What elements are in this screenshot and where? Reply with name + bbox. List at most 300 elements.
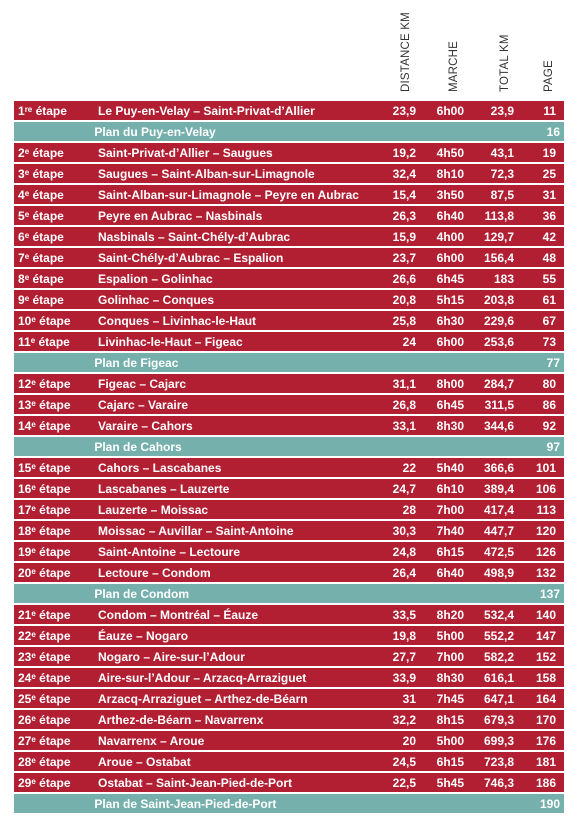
stage-row (14, 227, 564, 246)
stage-page: 113 (536, 502, 556, 517)
stage-total-km: 472,5 (483, 544, 514, 559)
stage-page: 164 (535, 691, 556, 706)
stage-ordinal-suffix: e (31, 776, 36, 786)
stage-label (14, 545, 98, 559)
stage-walk-time: 5h00 (436, 733, 464, 748)
stage-row (14, 101, 564, 120)
stage-distance: 24 (402, 334, 416, 349)
stage-row (14, 731, 564, 750)
stage-number: 21 (18, 607, 32, 622)
stage-label (14, 734, 98, 748)
stage-ordinal-suffix: e (31, 461, 36, 471)
stage-label (14, 629, 98, 643)
stage-ordinal-suffix: e (24, 188, 30, 198)
stage-distance: 20 (402, 733, 416, 748)
stage-number: 11 (18, 334, 31, 349)
stage-word: étape (29, 250, 64, 265)
stage-distance: 31 (402, 691, 416, 706)
stage-label (14, 713, 98, 727)
stage-distance: 33,5 (392, 607, 416, 622)
stage-number: 6 (18, 229, 25, 244)
stage-ordinal-suffix: e (31, 524, 36, 534)
stage-route: Varaire – Cahors (98, 418, 193, 433)
stage-word: étape (35, 523, 71, 538)
stage-number: 15 (18, 460, 32, 475)
stage-label (14, 230, 98, 244)
stage-total-km: 552,2 (483, 628, 514, 643)
header-marche-label: MARCHE (448, 40, 460, 92)
stage-route: Aire-sur-l’Adour – Arzacq-Arraziguet (98, 670, 307, 685)
stage-total-km: 23,9 (490, 103, 514, 118)
stage-total-km: 156,4 (483, 250, 514, 265)
stage-word: étape (35, 649, 71, 664)
plan-row (14, 437, 564, 456)
stage-distance: 26,3 (392, 208, 416, 223)
stage-number: 3 (18, 166, 25, 181)
stage-distance: 30,3 (392, 523, 416, 538)
stage-distance: 31,1 (392, 376, 416, 391)
stage-walk-time: 6h40 (436, 208, 464, 223)
stage-page: 42 (542, 229, 556, 244)
stage-row (14, 185, 564, 204)
stage-row (14, 773, 564, 792)
stage-page: 25 (542, 166, 556, 181)
stage-word: étape (29, 187, 64, 202)
stage-page: 181 (535, 754, 556, 769)
stage-walk-time: 6h15 (436, 754, 464, 769)
stage-walk-time: 5h40 (436, 460, 464, 475)
stage-label (14, 167, 98, 181)
stage-distance: 24,7 (392, 481, 416, 496)
stage-route: Golinhac – Conques (98, 292, 215, 307)
stage-label (14, 566, 98, 580)
stage-ordinal-suffix: e (24, 146, 30, 156)
stage-word: étape (29, 208, 64, 223)
stage-row (14, 521, 564, 540)
stage-number: 9 (18, 292, 25, 307)
stage-ordinal-suffix: e (31, 398, 36, 408)
stage-word: étape (35, 607, 71, 622)
stage-word: étape (29, 166, 64, 181)
stage-word: étape (35, 376, 71, 391)
plan-row (14, 122, 564, 141)
header-total (497, 2, 511, 92)
stage-page: 158 (535, 670, 556, 685)
stage-total-km: 311,5 (484, 397, 514, 412)
header-distance (398, 2, 412, 92)
stage-distance: 20,8 (392, 292, 416, 307)
stage-number: 7 (18, 250, 25, 265)
stage-row (14, 164, 564, 183)
stage-total-km: 113,8 (484, 208, 514, 223)
stage-total-km: 129,7 (483, 229, 514, 244)
stage-ordinal-suffix: e (24, 293, 30, 303)
stage-walk-time: 6h40 (436, 565, 464, 580)
column-headers (0, 0, 580, 100)
stage-ordinal-suffix: e (31, 671, 36, 681)
header-page-label: PAGE (543, 60, 555, 92)
stage-walk-time: 6h45 (436, 271, 464, 286)
stage-route: Moissac – Auvillar – Saint-Antoine (98, 523, 294, 538)
stage-ordinal-suffix: e (31, 713, 36, 723)
stage-distance: 19,2 (392, 145, 416, 160)
plan-page: 190 (539, 796, 560, 811)
stage-walk-time: 8h30 (436, 670, 464, 685)
stage-page: 80 (542, 376, 556, 391)
stage-word: étape (35, 712, 71, 727)
stage-word: étape (35, 670, 71, 685)
stage-route: Peyre en Aubrac – Nasbinals (98, 208, 263, 223)
stage-route: Nasbinals – Saint-Chély-d’Aubrac (98, 229, 291, 244)
stage-ordinal-suffix: e (24, 272, 30, 282)
stages-table (14, 101, 564, 815)
stage-total-km: 72,3 (490, 166, 514, 181)
stage-label (14, 146, 98, 160)
header-marche (446, 2, 460, 92)
stage-total-km: 417,4 (483, 502, 514, 517)
stage-route: Saint-Chély-d’Aubrac – Espalion (98, 250, 284, 265)
stage-distance: 24,8 (392, 544, 416, 559)
stage-label (14, 692, 98, 706)
stage-page: 11 (543, 103, 556, 118)
stage-label (14, 104, 98, 118)
stage-ordinal-suffix: e (31, 608, 36, 618)
stage-route: Cajarc – Varaire (98, 397, 189, 412)
stage-page: 152 (535, 649, 556, 664)
plan-page: 137 (539, 586, 560, 601)
stage-route: Arthez-de-Béarn – Navarrenx (98, 712, 264, 727)
stage-number: 23 (18, 649, 32, 664)
stage-word: étape (29, 271, 64, 286)
stage-row (14, 458, 564, 477)
stage-ordinal-suffix: e (31, 545, 36, 555)
stage-label (14, 272, 98, 286)
stage-walk-time: 6h00 (436, 103, 464, 118)
stage-total-km: 679,3 (483, 712, 514, 727)
stage-word: étape (35, 754, 71, 769)
stage-route: Conques – Livinhac-le-Haut (98, 313, 257, 328)
stage-label (14, 671, 98, 685)
stage-word: étape (35, 334, 70, 349)
stage-row (14, 710, 564, 729)
stage-ordinal-suffix: e (31, 650, 36, 660)
stage-number: 8 (18, 271, 25, 286)
stage-number: 17 (18, 502, 32, 517)
stage-walk-time: 6h10 (436, 481, 464, 496)
stage-number: 5 (18, 208, 25, 223)
stage-route: Saugues – Saint-Alban-sur-Limagnole (98, 166, 315, 181)
stage-route: Saint-Privat-d’Allier – Saugues (98, 145, 273, 160)
stage-ordinal-suffix: e (31, 482, 36, 492)
stage-row (14, 752, 564, 771)
stage-route: Aroue – Ostabat (98, 754, 191, 769)
stage-route: Espalion – Golinhac (98, 271, 213, 286)
stage-distance: 28 (402, 502, 416, 517)
stage-route: Nogaro – Aire-sur-l’Adour (98, 649, 245, 664)
stage-row (14, 416, 564, 435)
stage-walk-time: 6h00 (436, 334, 464, 349)
stage-route: Saint-Alban-sur-Limagnole – Peyre en Aubrac (98, 187, 359, 202)
stage-walk-time: 8h00 (436, 376, 464, 391)
stage-label (14, 461, 98, 475)
stage-word: étape (35, 565, 71, 580)
stage-number: 28 (18, 754, 32, 769)
stage-ordinal-suffix: e (31, 755, 36, 765)
stage-word: étape (35, 460, 71, 475)
stage-route: Saint-Antoine – Lectoure (98, 544, 241, 559)
stage-total-km: 532,4 (483, 607, 514, 622)
stage-number: 18 (18, 523, 32, 538)
stage-total-km: 183 (493, 271, 514, 286)
stage-row (14, 206, 564, 225)
stage-word: étape (35, 544, 71, 559)
stage-number: 26 (18, 712, 32, 727)
stage-page: 36 (542, 208, 556, 223)
stage-page: 126 (535, 544, 556, 559)
stage-route: Arzacq-Arraziguet – Arthez-de-Béarn (98, 691, 308, 706)
stage-row (14, 689, 564, 708)
stage-distance: 32,2 (392, 712, 416, 727)
stage-label (14, 482, 98, 496)
stage-total-km: 616,1 (483, 670, 514, 685)
plan-page: 97 (546, 439, 560, 454)
stage-distance: 26,6 (392, 271, 416, 286)
stage-ordinal-suffix: e (31, 377, 36, 387)
plan-row (14, 794, 564, 813)
stage-word: étape (35, 502, 71, 517)
stage-number: 16 (18, 481, 32, 496)
stage-label (14, 188, 98, 202)
stage-label (14, 524, 98, 538)
stage-ordinal-suffix: re (24, 104, 33, 114)
stage-walk-time: 5h15 (436, 292, 464, 307)
stage-page: 101 (535, 460, 556, 475)
stage-word: étape (35, 775, 71, 790)
stage-walk-time: 8h10 (436, 166, 464, 181)
stage-distance: 33,9 (392, 670, 416, 685)
stage-number: 24 (18, 670, 32, 685)
stage-ordinal-suffix: e (24, 167, 30, 177)
stage-number: 12 (18, 376, 32, 391)
stage-row (14, 395, 564, 414)
stage-distance: 23,7 (392, 250, 416, 265)
stage-word: étape (35, 691, 71, 706)
stage-row (14, 290, 564, 309)
stage-number: 10 (18, 313, 32, 328)
stage-route: Lauzerte – Moissac (98, 502, 209, 517)
stage-row (14, 374, 564, 393)
stage-ordinal-suffix: e (31, 503, 36, 513)
stage-route: Figeac – Cajarc (98, 376, 187, 391)
stage-route: Cahors – Lascabanes (98, 460, 222, 475)
stage-total-km: 253,6 (483, 334, 514, 349)
stage-number: 1 (18, 103, 25, 118)
stage-walk-time: 7h00 (436, 649, 464, 664)
stage-distance: 19,8 (392, 628, 416, 643)
stage-total-km: 447,7 (483, 523, 514, 538)
stage-distance: 26,4 (392, 565, 416, 580)
stage-word: étape (32, 103, 67, 118)
plan-row (14, 584, 564, 603)
stage-word: étape (35, 733, 71, 748)
stage-route: Éauze – Nogaro (98, 628, 189, 643)
stage-distance: 25,8 (392, 313, 416, 328)
stage-number: 4 (18, 187, 25, 202)
stage-route: Lectoure – Condom (98, 565, 211, 580)
stage-total-km: 344,6 (483, 418, 514, 433)
stage-row (14, 311, 564, 330)
stage-word: étape (35, 397, 71, 412)
stage-row (14, 647, 564, 666)
stage-label (14, 608, 98, 622)
stage-ordinal-suffix: e (24, 230, 30, 240)
stage-word: étape (35, 628, 71, 643)
stage-ordinal-suffix: e (24, 251, 30, 261)
stage-label (14, 419, 98, 433)
stage-page: 55 (542, 271, 556, 286)
stage-ordinal-suffix: e (31, 629, 36, 639)
stage-row (14, 332, 564, 351)
stage-walk-time: 8h15 (436, 712, 464, 727)
stage-total-km: 366,6 (483, 460, 514, 475)
stage-page: 48 (542, 250, 556, 265)
stage-page: 86 (542, 397, 556, 412)
stage-row (14, 479, 564, 498)
stage-distance: 22,5 (392, 775, 416, 790)
plan-title: Plan de Saint-Jean-Pied-de-Port (94, 796, 277, 811)
stage-label (14, 776, 98, 790)
stage-number: 20 (18, 565, 32, 580)
stage-walk-time: 3h50 (436, 187, 464, 202)
plan-row (14, 353, 564, 372)
stage-number: 27 (18, 733, 32, 748)
stage-number: 22 (18, 628, 32, 643)
stage-walk-time: 7h40 (436, 523, 464, 538)
stage-route: Navarrenx – Aroue (98, 733, 205, 748)
stage-number: 19 (18, 544, 32, 559)
stage-walk-time: 8h30 (436, 418, 464, 433)
stage-distance: 27,7 (392, 649, 416, 664)
stage-total-km: 229,6 (483, 313, 514, 328)
header-page (541, 2, 555, 92)
stage-walk-time: 6h00 (436, 250, 464, 265)
plan-page: 16 (546, 124, 560, 139)
stage-page: 61 (542, 292, 556, 307)
stage-page: 92 (542, 418, 556, 433)
stage-ordinal-suffix: e (24, 209, 30, 219)
stage-route: Ostabat – Saint-Jean-Pied-de-Port (98, 775, 293, 790)
stage-word: étape (35, 481, 71, 496)
stage-label (14, 335, 98, 349)
stage-distance: 33,1 (392, 418, 416, 433)
stage-label (14, 503, 98, 517)
stage-total-km: 647,1 (483, 691, 514, 706)
stage-walk-time: 6h15 (436, 544, 464, 559)
stage-page: 170 (535, 712, 556, 727)
stage-word: étape (35, 418, 71, 433)
stage-route: Condom – Montréal – Éauze (98, 607, 259, 622)
stage-page: 73 (542, 334, 556, 349)
stage-walk-time: 7h45 (436, 691, 464, 706)
stage-page: 19 (542, 145, 556, 160)
stage-number: 14 (18, 418, 32, 433)
stage-walk-time: 8h20 (436, 607, 464, 622)
stage-total-km: 723,8 (483, 754, 514, 769)
stage-row (14, 500, 564, 519)
stage-row (14, 143, 564, 162)
stage-page: 140 (535, 607, 556, 622)
stage-distance: 24,5 (392, 754, 416, 769)
stage-walk-time: 4h50 (436, 145, 464, 160)
stage-distance: 26,8 (392, 397, 416, 412)
stage-distance: 15,9 (392, 229, 416, 244)
stage-page: 31 (542, 187, 556, 202)
stage-word: étape (29, 145, 64, 160)
stage-total-km: 389,4 (483, 481, 514, 496)
stage-ordinal-suffix: e (31, 734, 36, 744)
stage-page: 67 (542, 313, 556, 328)
stage-walk-time: 4h00 (436, 229, 464, 244)
stage-row (14, 605, 564, 624)
stage-walk-time: 6h45 (436, 397, 464, 412)
stage-route: Livinhac-le-Haut – Figeac (98, 334, 243, 349)
stage-row (14, 668, 564, 687)
stage-total-km: 746,3 (483, 775, 514, 790)
stage-row (14, 248, 564, 267)
stage-walk-time: 7h00 (436, 502, 464, 517)
stage-walk-time: 5h00 (436, 628, 464, 643)
stage-label (14, 377, 98, 391)
stage-label (14, 650, 98, 664)
stage-number: 25 (18, 691, 32, 706)
stage-page: 132 (535, 565, 556, 580)
header-total-label: TOTAL KM (499, 34, 511, 92)
stage-label (14, 251, 98, 265)
stage-distance: 23,9 (392, 103, 416, 118)
stage-number: 2 (18, 145, 25, 160)
plan-title: Plan de Cahors (94, 439, 182, 454)
stage-number: 13 (18, 397, 32, 412)
plan-title: Plan du Puy-en-Velay (94, 124, 216, 139)
stage-row (14, 563, 564, 582)
stage-word: étape (29, 292, 64, 307)
stage-word: étape (29, 229, 64, 244)
stage-number: 29 (18, 775, 32, 790)
stage-label (14, 398, 98, 412)
stage-total-km: 582,2 (483, 649, 514, 664)
stage-distance: 22 (402, 460, 416, 475)
stage-ordinal-suffix: e (31, 566, 36, 576)
stage-distance: 15,4 (392, 187, 416, 202)
stage-total-km: 284,7 (483, 376, 514, 391)
stage-label (14, 314, 98, 328)
stage-total-km: 498,9 (483, 565, 514, 580)
stage-page: 186 (535, 775, 556, 790)
stage-total-km: 699,3 (483, 733, 514, 748)
stage-label (14, 293, 98, 307)
stage-ordinal-suffix: e (31, 314, 36, 324)
stage-page: 120 (535, 523, 556, 538)
stage-word: étape (35, 313, 71, 328)
stage-row (14, 542, 564, 561)
stage-total-km: 87,5 (490, 187, 514, 202)
stage-total-km: 43,1 (490, 145, 514, 160)
stage-row (14, 626, 564, 645)
header-distance-label: DISTANCE KM (400, 12, 412, 92)
stage-page: 106 (535, 481, 556, 496)
stage-total-km: 203,8 (483, 292, 514, 307)
plan-page: 77 (546, 355, 560, 370)
